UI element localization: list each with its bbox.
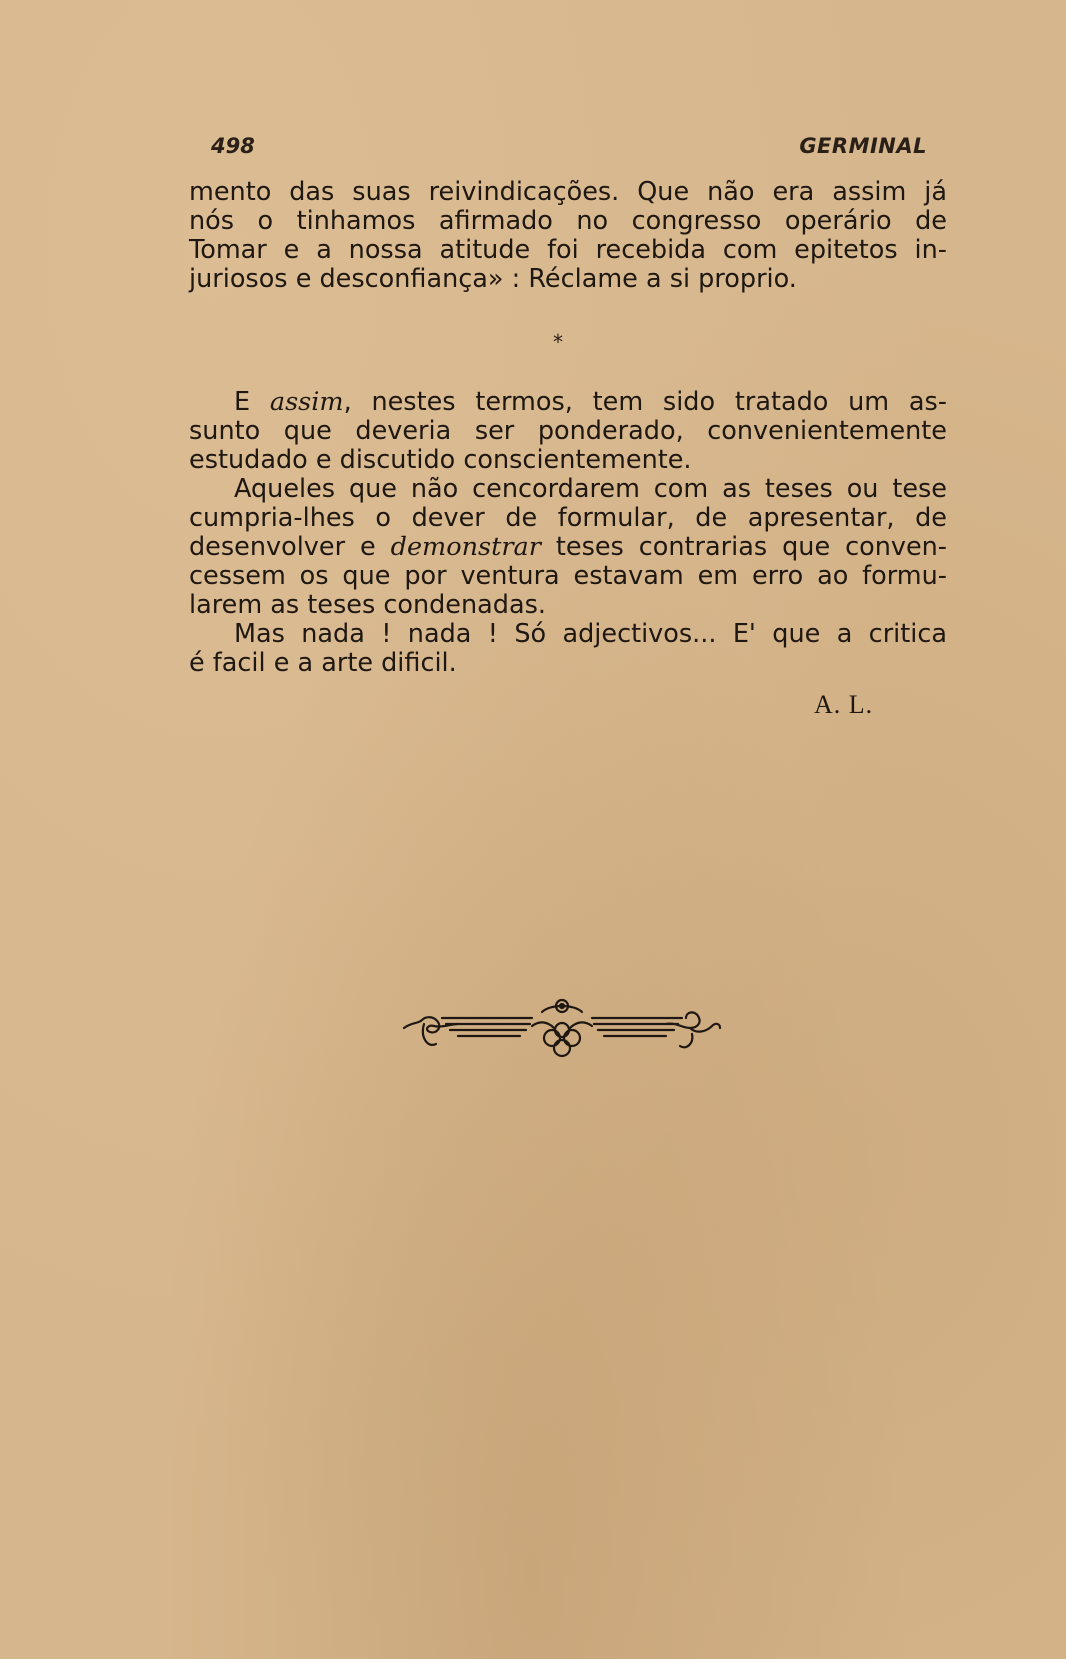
text-line: juriosos e desconfiança» : Réclame a si proprio. (189, 264, 797, 294)
paragraph-mas-nada (189, 620, 947, 678)
paragraph-aqueles (189, 475, 947, 620)
author-signature: A. L. (814, 690, 874, 719)
text-line: larem as teses condenadas. (189, 590, 546, 620)
text-line: Tomar e a nossa atitude foi recebida com epitetos in- (189, 235, 947, 265)
page-number: 498 (211, 134, 255, 158)
paragraph-assim (189, 388, 947, 475)
text-line: Mas nada ! nada ! Só adjectivos... E' que a critica (234, 619, 947, 649)
text-line: estudado e discutido conscientemente. (189, 445, 692, 475)
text-line: E assim, nestes termos, tem sido tratado um as- (234, 387, 947, 417)
decorative-ornament-icon (402, 994, 722, 1064)
text-line: desenvolver e demonstrar teses contrarias que conven- (189, 532, 948, 562)
section-separator: * (553, 330, 563, 354)
italic-word: demonstrar (390, 532, 541, 562)
text-line: nós o tinhamos afirmado no congresso operário de (189, 206, 947, 236)
journal-title: GERMINAL (799, 134, 927, 158)
text-line: cessem os que por ventura estavam em erro ao formu- (189, 561, 947, 591)
text-line: cumpria-lhes o dever de formular, de apresentar, de (189, 503, 947, 533)
text-line: mento das suas reivindicações. Que não era assim já (189, 177, 947, 207)
text-line: Aqueles que não cencordarem com as teses ou tese (234, 474, 947, 504)
paragraph-continuation (189, 178, 947, 294)
text-line: é facil e a arte dificil. (189, 648, 457, 678)
italic-word: assim (269, 387, 344, 417)
text-line: sunto que deveria ser ponderado, convenientemente (189, 416, 947, 446)
running-head (211, 134, 927, 164)
